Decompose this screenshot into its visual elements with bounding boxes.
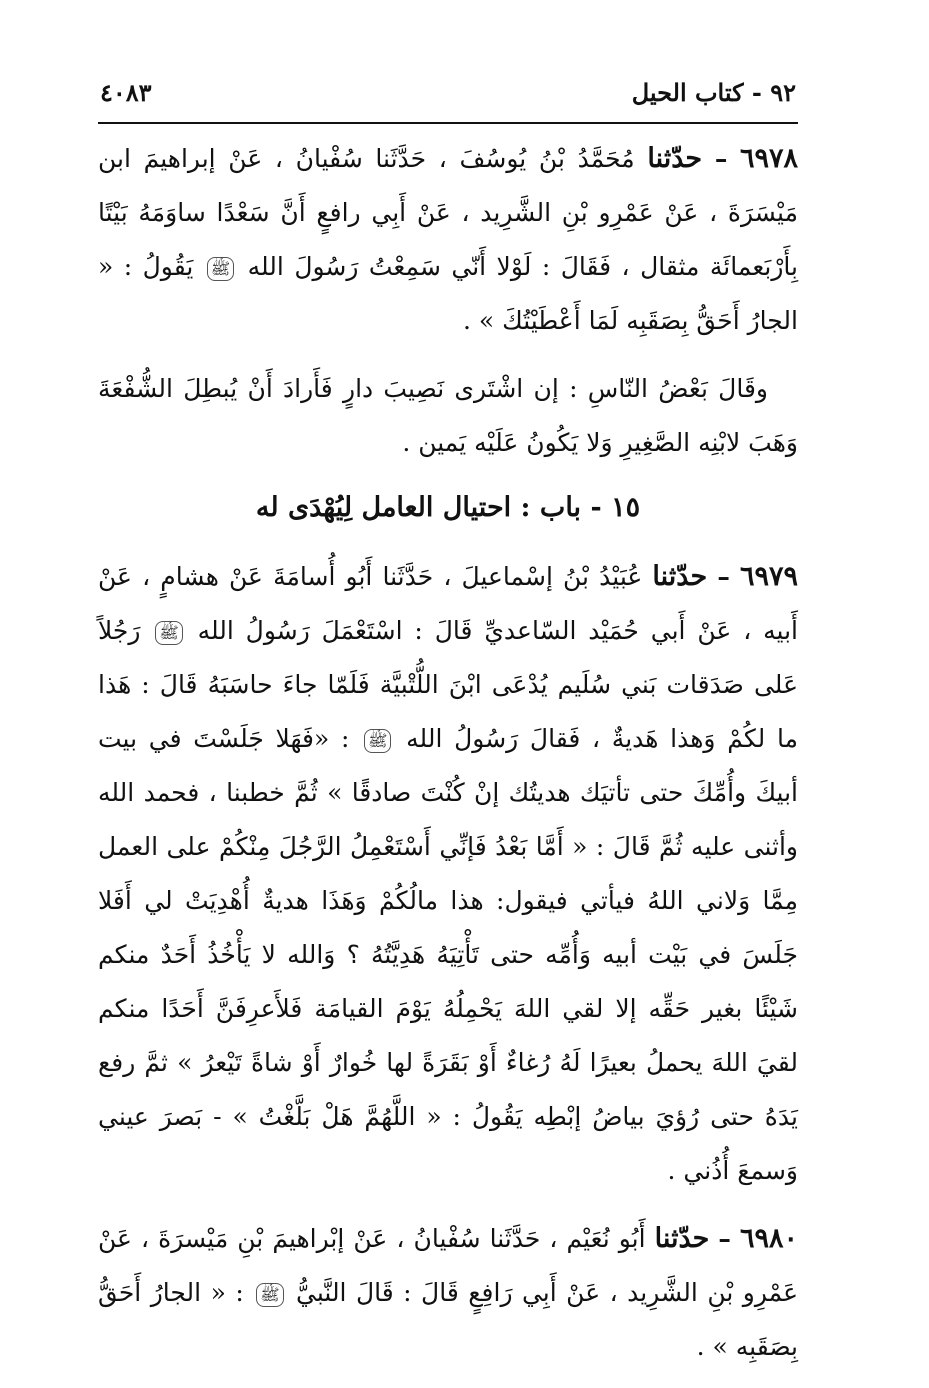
chapter-heading: ١٥ - باب : احتيال العامل لِيُهْدَى له xyxy=(255,492,641,523)
book-page xyxy=(98,78,798,1388)
page-header xyxy=(98,78,798,122)
hadith-number: ٦٩٧٩ xyxy=(739,561,798,592)
dash: – xyxy=(714,144,728,173)
hadith-lead: حدّثنا xyxy=(647,143,703,174)
running-chapter-title: ٩٢ - كتاب الحيل xyxy=(631,78,796,107)
page-number: ٤٠٨٣ xyxy=(100,78,152,107)
hadith-text: مُحَمَّدُ بْنُ يُوسُفَ ، حَدَّثَنا سُفْيانُ ، عَنْ إبراهيمَ ابن مَيْسَرَةَ ، عَنْ عَمْرِو بْنِ الشَّرِيد ، عَنْ أَبِي رافعٍ أَنَّ سَعْدًا ساوَمَهُ بَيْتًا بِأَرْبَعمائَة مثقال ، فَقَالَ : لَوْلا أَنّي سَمِعْتُ رَسُولَ الله xyxy=(98,144,799,281)
hadith-6980 xyxy=(98,1212,798,1374)
hadith-number: ٦٩٨٠ xyxy=(739,1223,798,1254)
hadith-6979 xyxy=(98,550,798,1198)
hadith-lead: حدّثنا xyxy=(654,1223,710,1254)
hadith-text-after: : « الجارُ أَحَقُّ بِصَقَبِه » . xyxy=(98,1278,798,1361)
hadith-lead: حدّثنا xyxy=(652,561,708,592)
hadith-number: ٦٩٧٨ xyxy=(740,143,799,174)
commentary-paragraph: وقَالَ بَعْضُ النّاسِ : إن اشْتَرى نَصِيبَ دارٍ فَأَرادَ أَنْ يُبطِلَ الشُّفْعَةَ وَهَبَ لابْنِه الصَّغِيرِ وَلا يَكُونُ عَلَيْه يَمين . xyxy=(98,374,798,457)
honorific-icon: ﷺ xyxy=(155,621,182,645)
hadith-text: أَبُو نُعَيْم ، حَدَّثَنا سُفْيانُ ، عَنْ إبْراهيمَ بْنِ مَيْسرَةَ ، عَنْ عَمْرِو بْنِ الشَّرِيد ، عَنْ أَبِي رَافِعٍ قَالَ : قَالَ النَّبيُّ xyxy=(98,1224,799,1307)
honorific-icon: ﷺ xyxy=(256,1283,283,1307)
hadith-text-part-2: رَجُلاً عَلى صَدَقات بَني سُلَيم يُدْعَى ابْنَ اللُّتْبيَّة فَلَمّا جاءَ حاسَبَهُ قَالَ : هَذا ما لكُمْ وَهذا هَديةٌ ، فَقالَ رَسُولُ الله xyxy=(98,616,798,753)
hadith-text-part-3: : «فَهَلا جَلَسْتَ في بيت أبيكَ وأُمِّكَ حتى تأتيَك هديتُك إنْ كُنْتَ صادقًا » ثُمَّ خطبنا ، فحمد الله وأثنى عليه ثُمَّ قَالَ : « أَمَّا بَعْدُ فَإنِّي أَسْتَعْمِلُ الرَّجُلَ مِنْكُمْ على العمل مِمَّا وَلاني اللهُ فيأتي فيقول: هذا مالُكُمْ وَهَذَا هديةٌ أُهْدِيَتْ لي أَفَلا جَلَسَ في بَيْت أبيه وَأُمِّه حتى تَأْتِيَهُ هَدِيَّتُهُ ؟ وَالله لا يَأْخُذُ أَحَدٌ منكم شَيْئًا بغير حَقِّه إلا لقي اللهَ يَحْمِلُهُ يَوْمَ القيامَة فَلأَعرِفَنَّ أَحَدًا منكم لقيَ اللهَ يحملُ بعيرًا لَهُ رُغاءٌ أَوْ بَقَرَةً لها خُوارٌ أَوْ شاةً تَيْعرُ » ثمَّ رفع يَدَهُ حتى رُؤيَ بياضُ إبْطِه يَقُولُ : « اللَّهُمَّ هَلْ بَلَّغْتُ » - بَصرَ عيني وَسمعَ أُذُني . xyxy=(98,724,798,1185)
hadith-text-after: يَقُولُ : « الجارُ أَحَقُّ بِصَقَبِه لَمَا أَعْطَيْتُكَ » . xyxy=(98,252,798,335)
honorific-icon: ﷺ xyxy=(207,257,234,281)
dash: – xyxy=(718,1224,731,1253)
hadith-text-part-1: عُبَيْدُ بْنُ إسْماعيلَ ، حَدَّثَنا أَبُو أُسامَةَ عَنْ هشامٍ ، عَنْ أَبيه ، عَنْ أَبي حُمَيْد السّاعديِّ قَالَ : اسْتَعْمَلَ رَسُولُ الله xyxy=(98,562,799,645)
honorific-icon: ﷺ xyxy=(364,729,391,753)
hadith-6978 xyxy=(98,132,798,348)
header-rule xyxy=(98,122,798,124)
dash: – xyxy=(717,562,730,591)
